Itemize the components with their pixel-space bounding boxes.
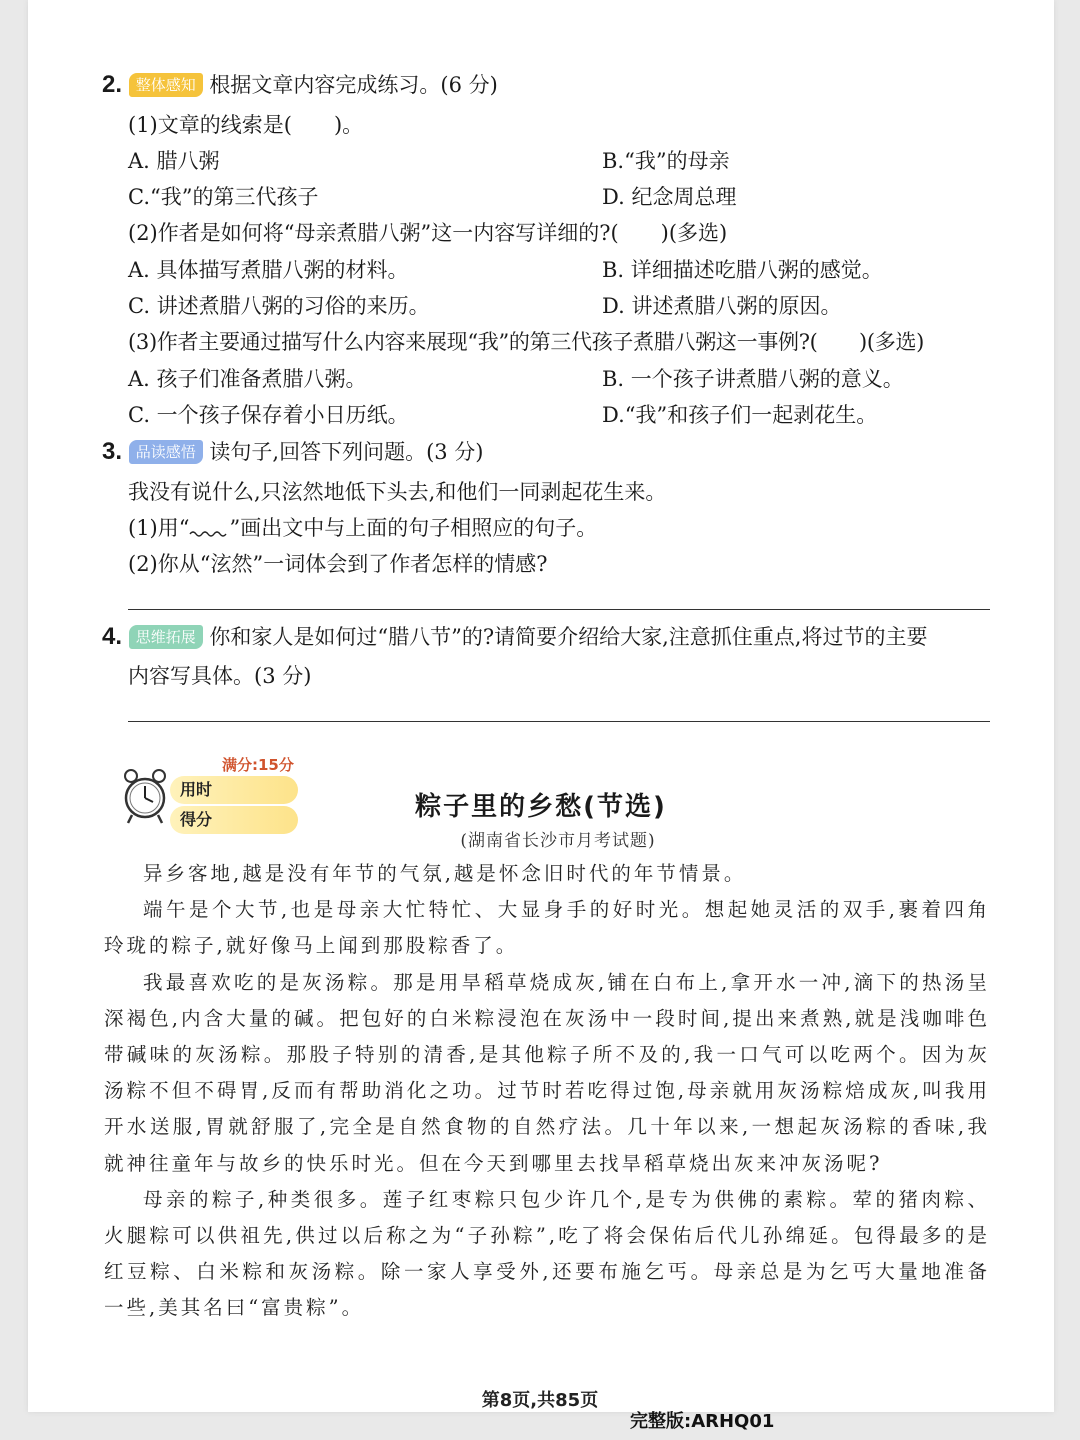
passage-paragraph: 端午是个大节,也是母亲大忙特忙、大显身手的好时光。想起她灵活的双手,裹着四角玲珑的粽子,就好像马上闻到那股粽香了。 bbox=[104, 898, 990, 958]
passage-paragraph: 母亲的粽子,种类很多。莲子红枣粽只包少许几个,是专为供佛的素粽。荤的猪肉粽、火腿粽可以供祖先,供过以后称之为“子孙粽”,吃了将会保佑后代儿孙绵延。包得最多的是红豆粽、白米粽和灰汤粽。除一家人享受外,还要布施乞丐。母亲总是为乞丐大量地准备一些,美其名曰“富贵粽”。 bbox=[104, 1187, 990, 1320]
page-number: 第8页,共85页 bbox=[481, 1390, 599, 1411]
q3-quoted-sentence: 我没有说什么,只泫然地低下头去,和他们一同剥起花生来。 bbox=[128, 480, 667, 504]
question-4-prompt-line2: 内容写具体。(3 分) bbox=[128, 664, 312, 688]
q2-sub3-option-b[interactable]: B. 一个孩子讲煮腊八粥的意义。 bbox=[602, 367, 904, 391]
question-4-header bbox=[102, 622, 927, 652]
score-field[interactable]: 得分 bbox=[170, 806, 298, 834]
full-score-label: 满分:15分 bbox=[222, 756, 294, 774]
q2-sub3-option-a[interactable]: A. 孩子们准备煮腊八粥。 bbox=[128, 367, 367, 391]
passage-paragraph: 我最喜欢吃的是灰汤粽。那是用旱稻草烧成灰,铺在白布上,拿开水一冲,滴下的热汤呈深褐色,内含大量的碱。把包好的白米粽浸泡在灰汤中一段时间,提出来煮熟,就是浅咖啡色带碱味的灰汤粽。那股子特别的清香,是其他粽子所不及的,我一口气可以吃两个。因为灰汤粽不但不碍胃,反而有帮助消化之功。过节时若吃得过饱,母亲就用灰汤粽焙成灰,叫我用开水送服,胃就舒服了,完全是自然食物的自然疗法。几十年以来,一想起灰汤粽的香味,我就神往童年与故乡的快乐时光。但在今天到哪里去找旱稻草烧出灰来冲灰汤呢? bbox=[104, 970, 990, 1175]
q2-sub1-option-b[interactable]: B.“我”的母亲 bbox=[602, 149, 730, 173]
question-4-number: 4. bbox=[102, 623, 123, 650]
q2-sub2-option-b[interactable]: B. 详细描述吃腊八粥的感觉。 bbox=[602, 258, 883, 282]
question-3-header bbox=[102, 437, 484, 467]
passage-title: 粽子里的乡愁(节选) bbox=[415, 792, 667, 822]
q3-sub2: (2)你从“泫然”一词体会到了作者怎样的情感? bbox=[128, 552, 548, 576]
q2-sub3-option-d[interactable]: D.“我”和孩子们一起剥花生。 bbox=[602, 403, 878, 427]
question-2-number: 2. bbox=[102, 71, 123, 98]
question-3-prompt: 读句子,回答下列问题。(3 分) bbox=[209, 440, 484, 464]
document-code: 完整版:ARHQ01 bbox=[630, 1411, 775, 1432]
q2-sub1-option-a[interactable]: A. 腊八粥 bbox=[128, 149, 220, 173]
passage-paragraph: 异乡客地,越是没有年节的气氛,越是怀念旧时代的年节情景。 bbox=[143, 862, 747, 885]
q2-sub2-option-d[interactable]: D. 讲述煮腊八粥的原因。 bbox=[602, 294, 842, 318]
question-3-number: 3. bbox=[102, 438, 123, 465]
q2-sub2-stem: (2)作者是如何将“母亲煮腊八粥”这一内容写详细的?( )(多选) bbox=[128, 221, 728, 245]
question-4-prompt-line1: 你和家人是如何过“腊八节”的?请简要介绍给大家,注意抓住重点,将过节的主要 bbox=[209, 625, 928, 649]
worksheet-page bbox=[28, 0, 1054, 1412]
passage-body bbox=[104, 856, 990, 1327]
q2-sub1-stem: (1)文章的线索是( )。 bbox=[128, 113, 364, 137]
q2-sub3-stem: (3)作者主要通过描写什么内容来展现“我”的第三代孩子煮腊八粥这一事例?( )(多选) bbox=[128, 330, 925, 354]
q3-answer-line[interactable] bbox=[128, 609, 990, 610]
question-4-tag: 思维拓展 bbox=[129, 625, 203, 649]
q2-sub2-option-a[interactable]: A. 具体描写煮腊八粥的材料。 bbox=[128, 258, 409, 282]
q2-sub3-option-c[interactable]: C. 一个孩子保存着小日历纸。 bbox=[128, 403, 409, 427]
q2-sub2-option-c[interactable]: C. 讲述煮腊八粥的习俗的来历。 bbox=[128, 294, 430, 318]
q2-sub1-option-d[interactable]: D. 纪念周总理 bbox=[602, 185, 737, 209]
q2-sub1-option-c[interactable]: C.“我”的第三代孩子 bbox=[128, 185, 319, 209]
q3-sub1 bbox=[128, 513, 597, 543]
question-2-prompt: 根据文章内容完成练习。(6 分) bbox=[209, 73, 498, 97]
q3-sub1-suffix: ”画出文中与上面的句子相照应的句子。 bbox=[229, 516, 598, 540]
question-3-tag: 品读感悟 bbox=[129, 440, 203, 464]
passage-source: (湖南省长沙市月考试题) bbox=[460, 831, 656, 851]
q4-answer-line[interactable] bbox=[128, 721, 990, 722]
q3-sub1-prefix: (1)用“ bbox=[128, 516, 190, 540]
time-used-field[interactable]: 用时 bbox=[170, 776, 298, 804]
question-2-header bbox=[102, 70, 498, 100]
question-2-tag: 整体感知 bbox=[129, 73, 203, 97]
wavy-underline-icon bbox=[189, 525, 229, 539]
